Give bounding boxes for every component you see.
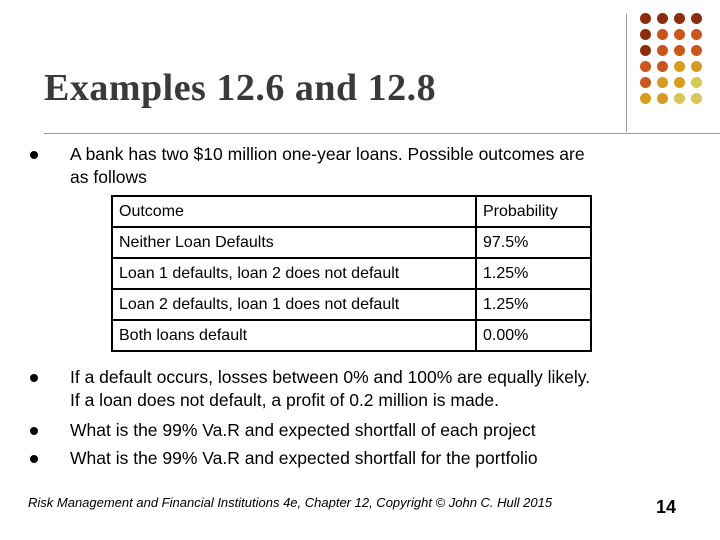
table-header-row [112, 196, 591, 227]
vertical-divider [626, 14, 627, 132]
table-cell-outcome: Loan 1 defaults, loan 2 does not default [112, 258, 476, 289]
footer-credit: Risk Management and Financial Institutions 4e, Chapter 12, Copyright © John C. Hull 2015 [28, 495, 553, 510]
bullet-icon [30, 151, 38, 159]
bullet-line-1: If a default occurs, losses between 0% and 100% are equally likely. [70, 367, 591, 387]
table-header-cell: Probability [476, 196, 591, 227]
bullet-text [70, 366, 590, 412]
table-row [112, 289, 591, 320]
decorative-dot [640, 13, 651, 24]
decorative-dot [657, 77, 668, 88]
decorative-dot [640, 61, 651, 72]
decorative-dot [691, 45, 702, 56]
table-cell-outcome: Both loans default [112, 320, 476, 351]
table-row [112, 227, 591, 258]
title-divider [44, 133, 720, 134]
decorative-dot [657, 29, 668, 40]
table-cell-outcome: Neither Loan Defaults [112, 227, 476, 258]
table-header-cell: Outcome [112, 196, 476, 227]
decorative-dot [640, 77, 651, 88]
decorative-dot [657, 45, 668, 56]
page-number: 14 [656, 497, 677, 517]
decorative-dot-grid [640, 13, 720, 109]
decorative-dot [674, 61, 685, 72]
decorative-dot [640, 45, 651, 56]
bullet-icon [30, 455, 38, 463]
decorative-dot [691, 77, 702, 88]
outcome-table [111, 195, 592, 352]
decorative-dot [691, 93, 702, 104]
bullet-text: What is the 99% Va.R and expected shortfall for the portfolio [70, 448, 538, 468]
intro-bullet-text [70, 143, 585, 189]
table-cell-probability: 1.25% [476, 289, 591, 320]
decorative-dot [674, 29, 685, 40]
bullet-text: What is the 99% Va.R and expected shortfall of each project [70, 420, 536, 440]
bullet-line-2: If a loan does not default, a profit of 0.2 million is made. [70, 390, 499, 410]
decorative-dot [674, 93, 685, 104]
decorative-dot [674, 45, 685, 56]
decorative-dot [691, 29, 702, 40]
bullet-icon [30, 427, 38, 435]
intro-line-2: as follows [70, 167, 147, 187]
decorative-dot [657, 93, 668, 104]
decorative-dot [640, 93, 651, 104]
table-cell-probability: 97.5% [476, 227, 591, 258]
decorative-dot [674, 13, 685, 24]
decorative-dot [674, 77, 685, 88]
table-cell-probability: 0.00% [476, 320, 591, 351]
bullet-icon [30, 374, 38, 382]
table-row [112, 258, 591, 289]
decorative-dot [691, 61, 702, 72]
slide-title: Examples 12.6 and 12.8 [44, 67, 437, 109]
decorative-dot [640, 29, 651, 40]
decorative-dot [691, 13, 702, 24]
table-cell-probability: 1.25% [476, 258, 591, 289]
intro-line-1: A bank has two $10 million one-year loans. Possible outcomes are [70, 144, 585, 164]
table-row [112, 320, 591, 351]
decorative-dot [657, 61, 668, 72]
table-cell-outcome: Loan 2 defaults, loan 1 does not default [112, 289, 476, 320]
decorative-dot [657, 13, 668, 24]
